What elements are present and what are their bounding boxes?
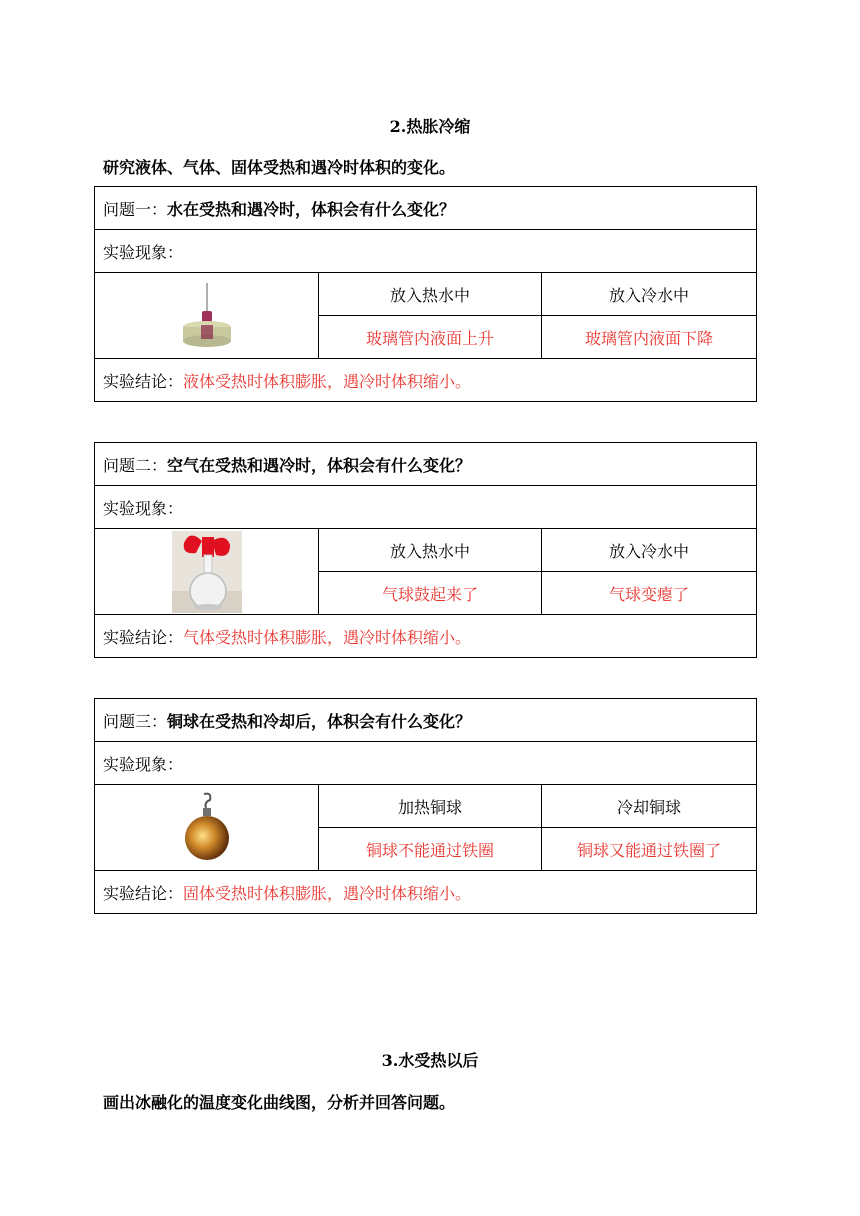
col1-header: 加热铜球	[319, 785, 542, 828]
col1-answer: 玻璃管内液面上升	[319, 316, 542, 359]
col2-answer: 玻璃管内液面下降	[542, 316, 757, 359]
col2-header: 放入冷水中	[542, 529, 757, 572]
conclusion-label: 实验结论：	[103, 371, 184, 391]
phenomenon-label: 实验现象：	[95, 230, 757, 273]
phenomenon-label: 实验现象：	[95, 742, 757, 785]
col2-header: 冷却铜球	[542, 785, 757, 828]
conclusion-text: 液体受热时体积膨胀，遇冷时体积缩小。	[183, 371, 472, 391]
conclusion-text: 固体受热时体积膨胀，遇冷时体积缩小。	[183, 883, 472, 903]
question2-table	[94, 442, 757, 658]
col2-answer: 气球变瘪了	[542, 572, 757, 615]
section2-intro: 研究液体、气体、固体受热和遇冷时体积的变化。	[103, 158, 456, 177]
experiment-image-cell	[95, 785, 319, 871]
experiment-image-cell	[95, 273, 319, 359]
section3-intro: 画出冰融化的温度变化曲线图，分析并回答问题。	[103, 1093, 456, 1112]
question-text: 铜球在受热和冷却后，体积会有什么变化？	[167, 711, 472, 731]
question3-row	[95, 699, 757, 742]
question-text: 空气在受热和遇冷时，体积会有什么变化？	[167, 455, 472, 475]
flask-with-balloon-image	[172, 531, 242, 613]
col1-answer: 气球鼓起来了	[319, 572, 542, 615]
col1-header: 放入热水中	[319, 273, 542, 316]
question2-row	[95, 443, 757, 486]
col1-header: 放入热水中	[319, 529, 542, 572]
question1-row	[95, 187, 757, 230]
conclusion-row	[95, 359, 757, 402]
question-label: 问题二：	[103, 455, 168, 475]
phenomenon-label: 实验现象：	[95, 486, 757, 529]
question3-table	[94, 698, 757, 914]
question1-table	[94, 186, 757, 402]
water-bottle-with-tube-image	[177, 281, 237, 351]
question-label: 问题三：	[103, 711, 168, 731]
conclusion-row	[95, 871, 757, 914]
question-text: 水在受热和遇冷时，体积会有什么变化？	[167, 199, 456, 219]
conclusion-row	[95, 615, 757, 658]
conclusion-label: 实验结论：	[103, 627, 184, 647]
section3-title: 3.水受热以后	[381, 1051, 479, 1070]
col1-answer: 铜球不能通过铁圈	[319, 828, 542, 871]
copper-ball-image	[182, 792, 232, 864]
section2-title: 2.热胀冷缩	[389, 117, 471, 136]
col2-header: 放入冷水中	[542, 273, 757, 316]
col2-answer: 铜球又能通过铁圈了	[542, 828, 757, 871]
conclusion-text: 气体受热时体积膨胀，遇冷时体积缩小。	[183, 627, 472, 647]
experiment-image-cell	[95, 529, 319, 615]
question-label: 问题一：	[103, 199, 168, 219]
conclusion-label: 实验结论：	[103, 883, 184, 903]
